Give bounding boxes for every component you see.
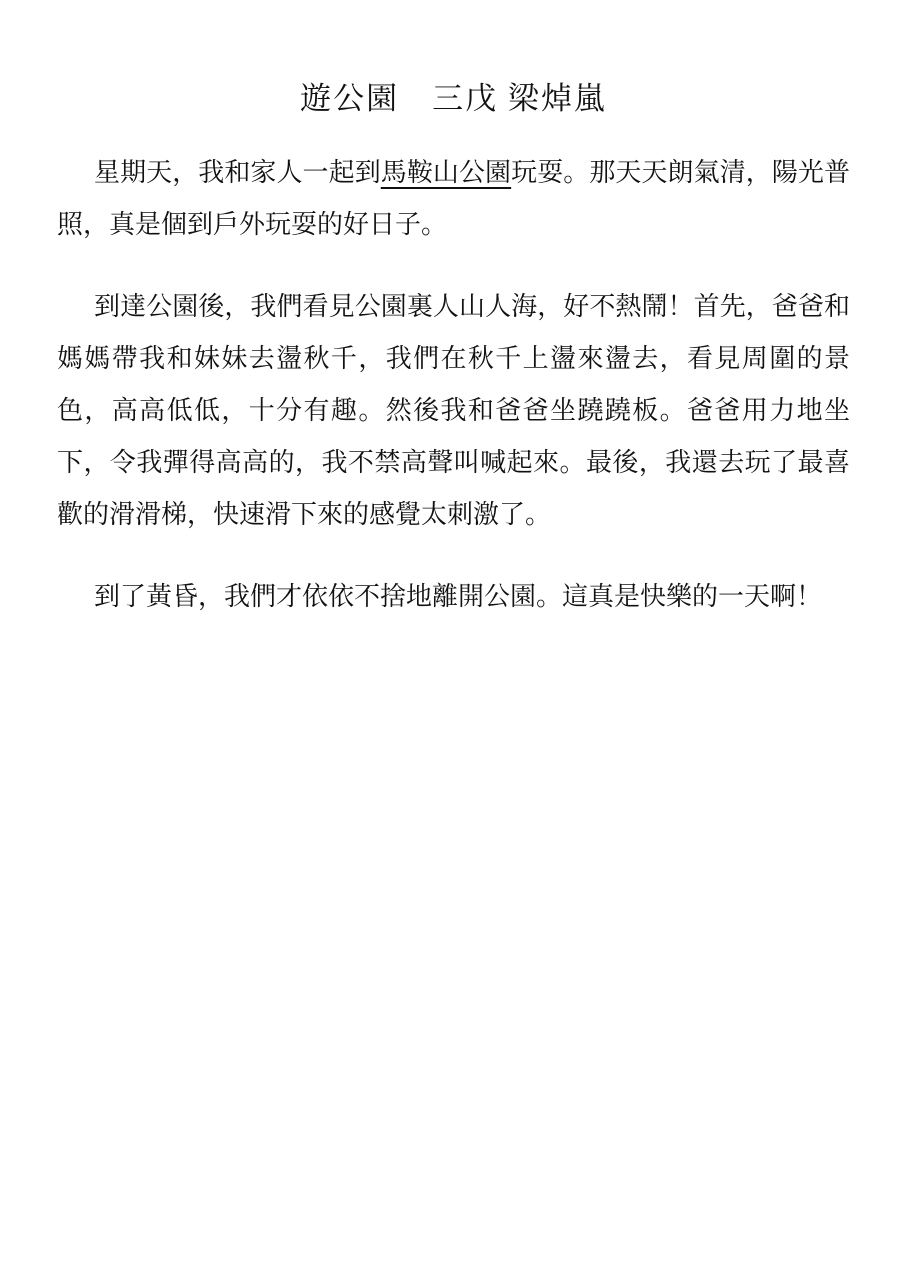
- paragraph-2: 到達公園後，我們看見公園裏人山人海，好不熱鬧！首先，爸爸和媽媽帶我和妹妹去盪秋千，我們在秋千上盪來盪去，看見周圍的景色，高高低低，十分有趣。然後我和爸爸坐蹺蹺板。爸爸用力地坐下，令我彈得高高的，我不禁高聲叫喊起來。最後，我還去玩了最喜歡的滑滑梯，快速滑下來的感覺太刺激了。: [57, 292, 850, 529]
- paragraph-1: [57, 147, 850, 251]
- essay-title: 遊公園 三戊 梁焯嵐: [300, 81, 607, 116]
- paragraph-1-rest: 玩耍。那天天朗氣清，陽光普照，真是個到戶外玩耍的好日子。: [57, 158, 850, 239]
- paragraph-1-lead: 星期天，我和家人一起到: [94, 158, 381, 187]
- paragraph-3: 到了黃昏，我們才依依不捨地離開公園。這真是快樂的一天啊！: [94, 582, 823, 611]
- paragraph-1-place-name-underlined: 馬鞍山公園: [380, 158, 512, 187]
